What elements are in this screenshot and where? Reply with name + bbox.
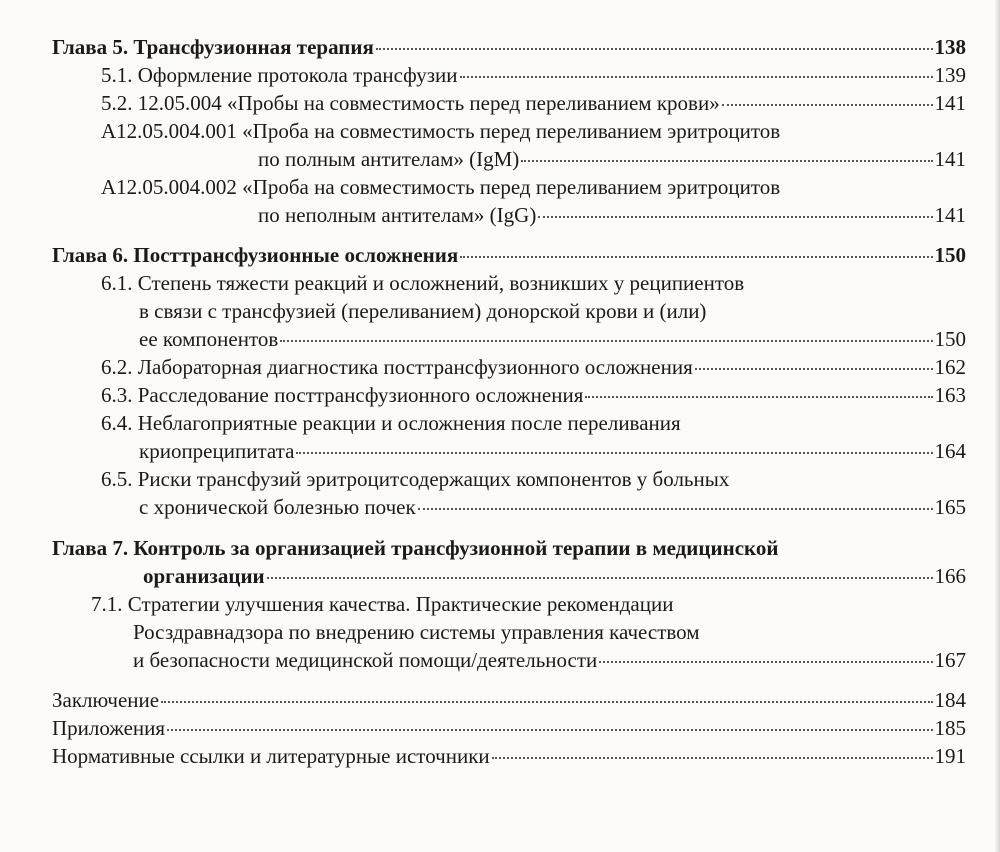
toc-item-a001-line2[interactable]	[258, 146, 966, 172]
toc-page-number: 141	[934, 203, 966, 227]
leader-dots	[492, 757, 933, 759]
toc-page-number: 191	[934, 744, 966, 768]
toc-item-text: 6.3. Расследование посттрансфузионного осложнения	[101, 383, 584, 407]
toc-page-number: 141	[934, 91, 966, 115]
toc-item-text: Заключение	[52, 688, 160, 712]
leader-dots	[460, 256, 932, 258]
toc-page-number: 166	[934, 564, 966, 588]
leader-dots	[296, 452, 932, 454]
toc-item-7-1-line3[interactable]	[133, 647, 966, 673]
toc-item-6-4-line1[interactable]: 6.4. Неблагоприятные реакции и осложнения после переливания	[101, 411, 681, 435]
leader-dots	[161, 701, 932, 703]
leader-dots	[599, 661, 932, 663]
toc-item-text: и безопасности медицинской помощи/деятельности	[133, 648, 598, 672]
toc-item-a001-line1[interactable]: А12.05.004.001 «Проба на совместимость перед переливанием эритроцитов	[101, 119, 781, 143]
toc-item-text: 5.1. Оформление протокола трансфузии	[101, 63, 458, 87]
toc-item-text: 5.2. 12.05.004 «Пробы на совместимость перед переливанием крови»	[101, 91, 720, 115]
leader-dots	[585, 396, 932, 398]
toc-page-number: 138	[934, 35, 966, 59]
leader-dots	[460, 76, 933, 78]
leader-dots	[538, 216, 932, 218]
toc-references[interactable]	[52, 743, 966, 769]
toc-chapter-title: Глава 5. Трансфузионная терапия	[52, 35, 374, 59]
toc-item-6-3[interactable]	[101, 382, 966, 408]
toc-appendices[interactable]	[52, 715, 966, 741]
leader-dots	[695, 368, 933, 370]
toc-chapter-7-line2[interactable]	[143, 563, 966, 589]
toc-item-5-2[interactable]	[101, 90, 966, 116]
leader-dots	[521, 160, 932, 162]
toc-item-text: криопреципитата	[139, 439, 295, 463]
toc-item-7-1-line2[interactable]: Росздравнадзора по внедрению системы управления качеством	[133, 620, 700, 644]
toc-conclusion[interactable]	[52, 687, 966, 713]
toc-item-5-1[interactable]	[101, 62, 966, 88]
toc-page-number: 141	[934, 147, 966, 171]
toc-item-text: Приложения	[52, 716, 166, 740]
leader-dots	[280, 340, 932, 342]
leader-dots	[722, 104, 933, 106]
toc-item-6-1-line1[interactable]: 6.1. Степень тяжести реакций и осложнений, возникших у реципиентов	[101, 271, 745, 295]
toc-item-6-4-line2[interactable]	[139, 438, 966, 464]
toc-item-text: по неполным антителам» (IgG)	[258, 203, 537, 227]
toc-page-number: 164	[934, 439, 966, 463]
leader-dots	[376, 48, 933, 50]
toc-page-number: 165	[934, 495, 966, 519]
toc-page-number: 150	[934, 327, 966, 351]
toc-item-text: Нормативные ссылки и литературные источники	[52, 744, 490, 768]
leader-dots	[167, 729, 932, 731]
toc-item-6-1-line2[interactable]: в связи с трансфузией (переливанием) донорской крови и (или)	[139, 299, 707, 323]
leader-dots	[267, 577, 933, 579]
toc-item-6-1-line3[interactable]	[139, 326, 966, 352]
toc-page-number: 139	[934, 63, 966, 87]
toc-page-number: 184	[934, 688, 966, 712]
toc-item-a002-line1[interactable]: А12.05.004.002 «Проба на совместимость перед переливанием эритроцитов	[101, 175, 781, 199]
toc-item-6-5-line1[interactable]: 6.5. Риски трансфузий эритроцитсодержащих компонентов у больных	[101, 467, 730, 491]
toc-item-text: по полным антителам» (IgM)	[258, 147, 520, 171]
page-edge-shadow	[994, 0, 1000, 852]
toc-page-number: 163	[934, 383, 966, 407]
toc-item-text: ее компонентов	[139, 327, 279, 351]
toc-page-number: 185	[934, 716, 966, 740]
toc-item-a002-line2[interactable]	[258, 202, 966, 228]
toc-page-number: 150	[934, 243, 966, 267]
toc-item-6-2[interactable]	[101, 354, 966, 380]
toc-chapter-7-line1[interactable]: Глава 7. Контроль за организацией трансфузионной терапии в медицинской	[52, 536, 779, 560]
toc-item-text: с хронической болезнью почек	[139, 495, 416, 519]
toc-item-6-5-line2[interactable]	[139, 494, 966, 520]
toc-page-number: 162	[934, 355, 966, 379]
toc-item-7-1-line1[interactable]: 7.1. Стратегии улучшения качества. Практические рекомендации	[91, 592, 674, 616]
toc-chapter-title: организации	[143, 564, 265, 588]
toc-page-number: 167	[934, 648, 966, 672]
toc-chapter-5[interactable]	[52, 34, 966, 60]
toc-chapter-title: Глава 6. Посттрансфузионные осложнения	[52, 243, 459, 267]
toc-item-text: 6.2. Лабораторная диагностика посттрансфузионного осложнения	[101, 355, 693, 379]
leader-dots	[418, 508, 933, 510]
toc-chapter-6[interactable]	[52, 242, 966, 268]
